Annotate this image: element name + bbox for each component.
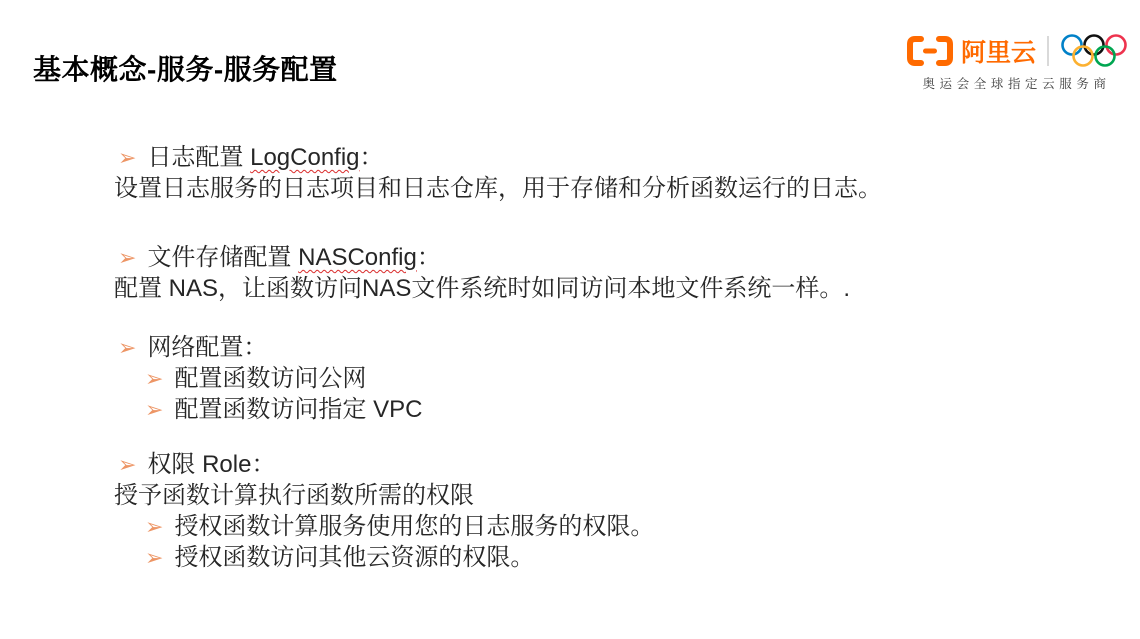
sub-bullet-text: 授权函数访问其他云资源的权限。 <box>174 544 535 571</box>
heading-text <box>147 244 440 271</box>
page-title: 基本概念-服务-服务配置 <box>33 54 338 85</box>
arrow-bullet-icon: ➢ <box>145 545 164 570</box>
alibaba-cloud-bracket-icon <box>905 34 955 68</box>
heading-text <box>147 334 267 361</box>
logo-row <box>905 33 1128 69</box>
arrow-bullet-icon: ➢ <box>118 452 137 477</box>
brand-name: 阿里云 <box>960 39 1036 67</box>
sub-bullet-text: 配置函数访问指定 VPC <box>174 396 423 423</box>
arrow-bullet-icon: ➢ <box>145 397 164 422</box>
olympic-rings-icon <box>1060 33 1128 69</box>
heading-pre: 文件存储配置 <box>147 244 299 271</box>
arrow-bullet-icon: ➢ <box>118 335 137 360</box>
arrow-bullet-icon: ➢ <box>118 145 137 170</box>
heading-term: LogConfig <box>250 144 360 171</box>
arrow-bullet-icon: ➢ <box>118 245 137 270</box>
section-network-config <box>114 332 1094 425</box>
sub-bullet-item <box>114 363 1094 394</box>
heading-pre: 日志配置 <box>147 144 251 171</box>
sub-bullet-item <box>114 542 1094 573</box>
heading-text <box>147 144 383 171</box>
bullet-heading <box>114 332 1094 363</box>
heading-pre: 权限 Role： <box>147 451 276 478</box>
sub-bullet-item <box>114 394 1094 425</box>
heading-text <box>147 451 275 478</box>
arrow-bullet-icon: ➢ <box>145 514 164 539</box>
slide-body <box>114 142 1094 573</box>
section-paragraph: 授予函数计算执行函数所需的权限 <box>114 482 474 509</box>
section-log-config <box>114 142 1094 204</box>
bullet-heading <box>114 242 1094 273</box>
sub-bullet-item <box>114 511 1094 542</box>
heading-post: ： <box>416 244 441 271</box>
section-paragraph: 设置日志服务的日志项目和日志仓库，用于存储和分析函数运行的日志。 <box>114 175 882 202</box>
bullet-heading <box>114 142 1094 173</box>
section-nas-config <box>114 242 1094 304</box>
alibaba-cloud-logo <box>905 33 1128 92</box>
bullet-heading <box>114 449 1094 480</box>
section-paragraph: 配置 NAS，让函数访问NAS文件系统时如同访问本地文件系统一样。. <box>114 275 851 302</box>
heading-pre: 网络配置： <box>147 334 268 361</box>
logo-divider <box>1047 36 1049 66</box>
section-role <box>114 449 1094 573</box>
arrow-bullet-icon: ➢ <box>145 366 164 391</box>
heading-term: NASConfig <box>298 244 417 271</box>
heading-post: ： <box>359 144 384 171</box>
sub-bullet-text: 授权函数计算服务使用您的日志服务的权限。 <box>174 513 655 540</box>
sub-bullet-text: 配置函数访问公网 <box>174 365 367 392</box>
logo-tagline: 奥运会全球指定云服务商 <box>922 77 1111 91</box>
